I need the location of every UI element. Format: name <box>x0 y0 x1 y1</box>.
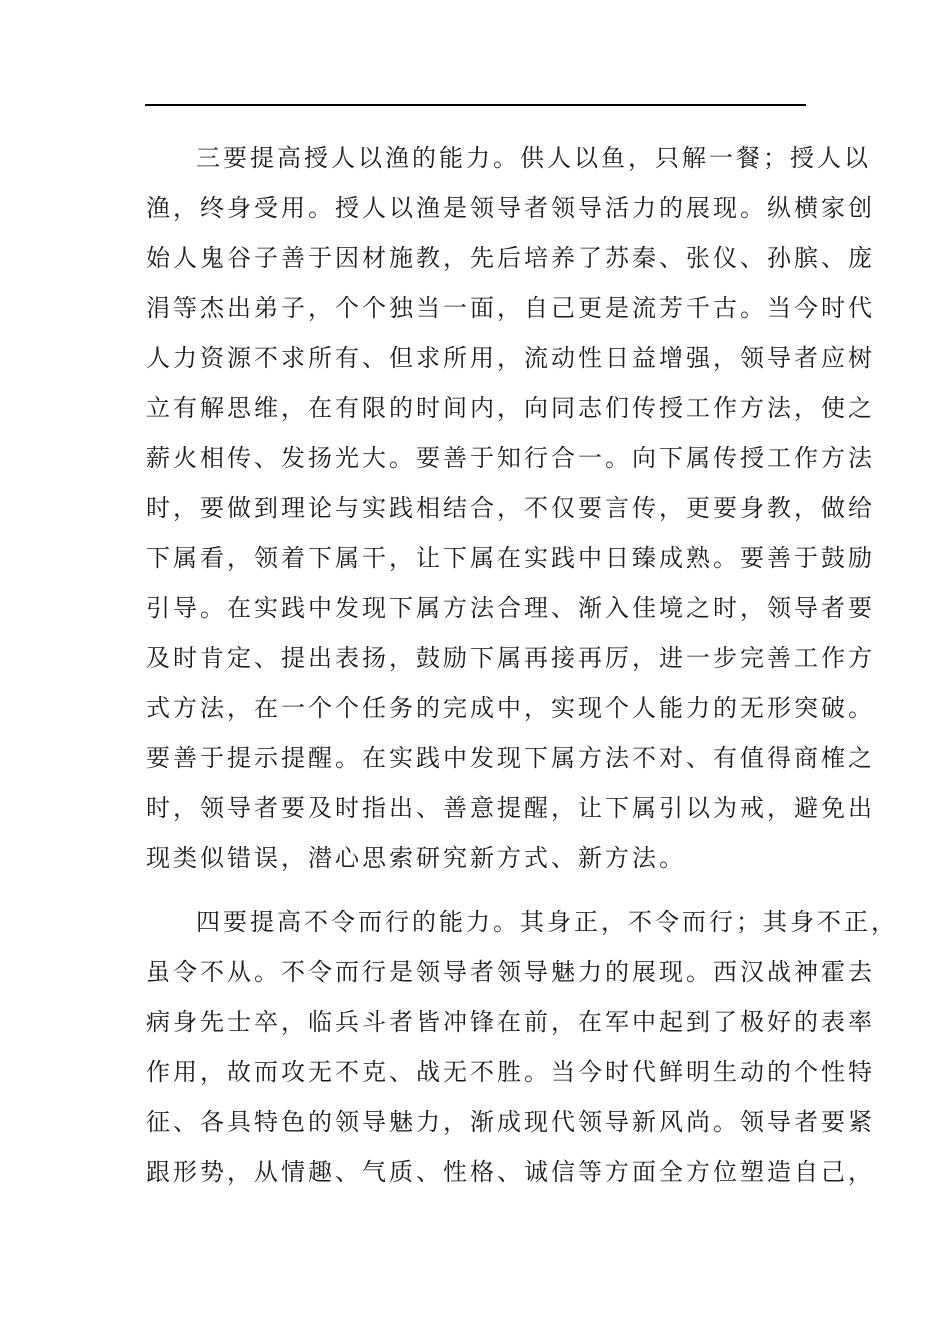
text-line: 虽令不从。不令而行是领导者领导魅力的展现。西汉战神霍去 <box>146 958 875 986</box>
paragraph-spacer <box>146 883 806 897</box>
text-line: 时，要做到理论与实践相结合，不仅要言传，更要身教，做给 <box>146 494 875 522</box>
text-line: 人力资源不求所有、但求所用，流动性日益增强，领导者应树 <box>146 344 875 372</box>
text-line: 引导。在实践中发现下属方法合理、渐入佳境之时，领导者要 <box>146 594 875 622</box>
text-line: 四要提高不令而行的能力。其身正，不令而行；其身不正， <box>196 908 898 936</box>
body-text <box>146 133 898 1197</box>
text-line: 病身先士卒，临兵斗者皆冲锋在前，在军中起到了极好的表率 <box>146 1008 875 1036</box>
text-line: 三要提高授人以渔的能力。供人以鱼，只解一餐；授人以 <box>196 144 871 172</box>
paragraph-3 <box>146 133 875 883</box>
text-line: 立有解思维，在有限的时间内，向同志们传授工作方法，使之 <box>146 394 875 422</box>
text-line: 涓等杰出弟子，个个独当一面，自己更是流芳千古。当今时代 <box>146 294 875 322</box>
header-rule <box>145 104 806 106</box>
text-line: 要善于提示提醒。在实践中发现下属方法不对、有值得商榷之 <box>146 744 875 772</box>
text-line: 及时肯定、提出表扬，鼓励下属再接再厉，进一步完善工作方 <box>146 644 875 672</box>
text-line: 始人鬼谷子善于因材施教，先后培养了苏秦、张仪、孙膑、庞 <box>146 244 875 272</box>
text-line: 现类似错误，潜心思索研究新方式、新方法。 <box>146 844 686 872</box>
text-line: 跟形势，从情趣、气质、性格、诚信等方面全方位塑造自己， <box>146 1158 875 1186</box>
paragraph-4 <box>146 897 898 1197</box>
text-line: 式方法，在一个个任务的完成中，实现个人能力的无形突破。 <box>146 694 875 722</box>
text-line: 渔，终身受用。授人以渔是领导者领导活力的展现。纵横家创 <box>146 194 875 222</box>
text-line: 时，领导者要及时指出、善意提醒，让下属引以为戒，避免出 <box>146 794 875 822</box>
text-line: 薪火相传、发扬光大。要善于知行合一。向下属传授工作方法 <box>146 444 875 472</box>
text-line: 下属看，领着下属干，让下属在实践中日臻成熟。要善于鼓励 <box>146 544 875 572</box>
text-line: 征、各具特色的领导魅力，渐成现代领导新风尚。领导者要紧 <box>146 1108 875 1136</box>
text-line: 作用，故而攻无不克、战无不胜。当今时代鲜明生动的个性特 <box>146 1058 875 1086</box>
